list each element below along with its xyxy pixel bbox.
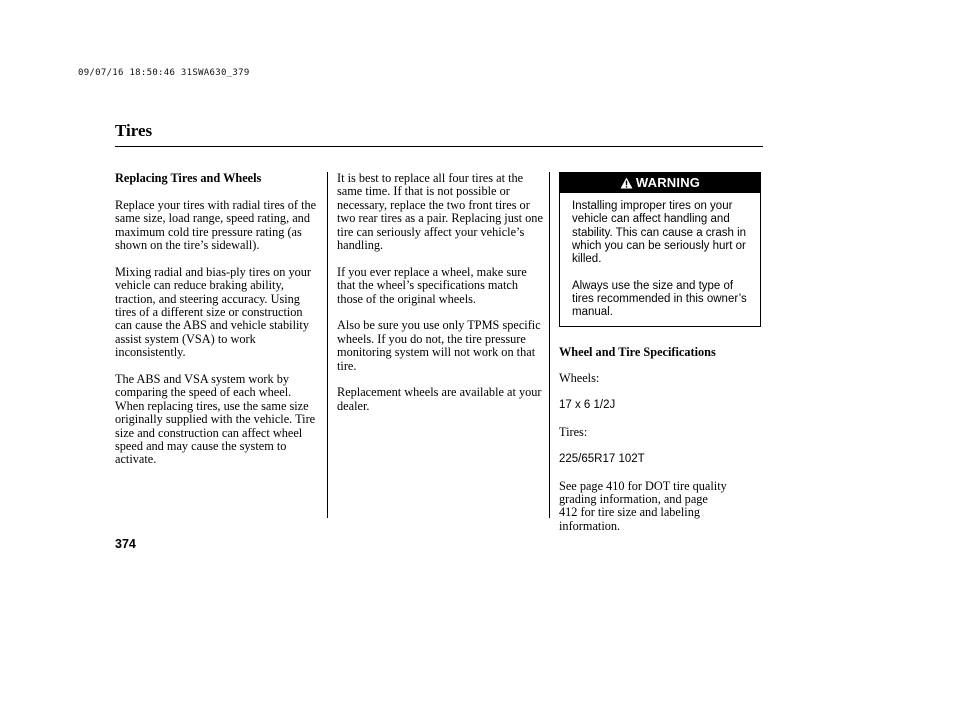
paragraph-mixing-tires: Mixing radial and bias-ply tires on your vehicle can reduce braking ability, traction, and steering accuracy. Using tires of a different size or construction can cause the ABS and vehicle stability assist system (VSA) to work inconsistently. xyxy=(115,264,312,360)
wheels-label: Wheels: xyxy=(559,371,600,386)
column-divider-2 xyxy=(549,172,550,518)
paragraph-replace-wheel: If you ever replace a wheel, make sure that the wheel’s specifications match those of the original wheels. xyxy=(337,264,527,306)
paragraph-tpms-wheels: Also be sure you use only TPMS specific wheels. If you do not, the tire pressure monitoring system will not work on that tire. xyxy=(337,318,541,373)
column-replacement-advice xyxy=(337,172,543,427)
paragraph-radial-tires: Replace your tires with radial tires of the same size, load range, speed rating, and maximum cold tire pressure rating (as shown on the tire’s sidewall). xyxy=(115,197,317,253)
section-title: Tires xyxy=(115,121,153,140)
page-number: 374 xyxy=(115,537,136,551)
warning-label: WARNING xyxy=(635,175,701,191)
warning-text-improper-tires: Installing improper tires on your vehicle can affect handling and stability. This can cause a crash in which you can be seriously hurt or killed. xyxy=(572,200,747,266)
warning-header xyxy=(560,173,760,193)
warning-triangle-icon xyxy=(620,177,633,189)
column-divider-1 xyxy=(327,172,328,518)
column-replacing-tires xyxy=(115,172,321,480)
column-warning-specs xyxy=(559,172,763,547)
title-divider xyxy=(115,146,763,147)
wheels-value: 17 x 6 1/2J xyxy=(559,399,616,412)
replacing-tires-heading: Replacing Tires and Wheels xyxy=(115,171,262,185)
tires-value: 225/65R17 102T xyxy=(559,452,645,465)
warning-body xyxy=(560,193,760,326)
specs-heading: Wheel and Tire Specifications xyxy=(559,344,716,359)
warning-text-recommended-tires: Always use the size and type of tires recommended in this owner’s manual. xyxy=(572,279,747,319)
paragraph-replace-four: It is best to replace all four tires at the same time. If that is not possible or necessary, replace the two front tires or two rear tires as a pair. Replacing just one tire can seriously affect your vehicle’s handling. xyxy=(337,171,543,253)
paragraph-dealer: Replacement wheels are available at your dealer. xyxy=(337,385,542,413)
reference-note: See page 410 for DOT tire quality grading information, and page 412 for tire size and labeling information. xyxy=(559,478,727,533)
print-stamp: 09/07/16 18:50:46 31SWA630_379 xyxy=(78,68,250,78)
tires-label: Tires: xyxy=(559,425,588,440)
warning-box xyxy=(559,172,761,327)
paragraph-abs-vsa: The ABS and VSA system work by comparing the speed of each wheel. When replacing tires, use the same size originally supplied with the vehicle. Tire size and construction can affect wheel speed and may cause the system to activate. xyxy=(115,372,316,467)
